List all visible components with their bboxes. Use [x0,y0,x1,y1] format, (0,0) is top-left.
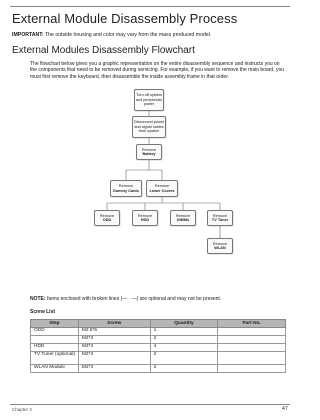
cell-step [31,336,79,344]
cell-step: WLAN Module [31,365,79,373]
cell-quantity: 2 [150,352,218,365]
intro-paragraph: The flowchart below gives you a graphic representation on the entire disassembly sequence and instructs you on the components that need to be removed during servicing. For example, if you want to remove the main board, you must first remove the keyboard, then disassemble the inside assembly frame in that order. [30,61,285,80]
screw-list-title: Screw List [30,309,56,315]
dummy-line-1: Remove [118,184,134,189]
important-text: The outside housing and color may vary from the mass produced model. [43,32,212,38]
header-screw: Screw [78,320,150,328]
optional-items-note [30,296,221,302]
lower-line-2: Lower Covers [149,188,175,193]
page-title: External Module Disassembly Process [12,11,238,26]
note-text: Items enclosed with broken lines (— · —) are optional and may not be present. [45,296,222,302]
turn-off-line-2: and peripherals [135,97,163,102]
cell-screw: M2.5*5 [78,328,150,336]
cell-part-no [218,365,286,373]
cell-quantity: 2 [150,365,218,373]
tvtuner-line-1: Remove [212,213,228,218]
cell-screw: M2*3 [78,336,150,344]
flow-step-remove-wlan [207,238,233,254]
flow-step-remove-odd [94,210,120,226]
disconnect-line-2: and signal cables [134,124,164,129]
table-row [31,336,286,344]
cell-part-no [218,328,286,336]
cell-part-no [218,352,286,365]
table-row [31,328,286,336]
flow-step-remove-hdd [132,210,158,226]
hdd-line-1: Remove [137,213,153,218]
cell-screw: M2*3 [78,352,150,365]
table-row [31,344,286,352]
bottom-rule [10,404,290,405]
note-label: NOTE: [30,296,46,302]
odd-line-1: Remove [99,213,115,218]
turn-off-line-1: Turn off system [136,93,162,98]
turn-off-line-3: power [143,102,155,107]
odd-line-2: ODD [102,218,112,222]
header-part-no: Part No. [218,320,286,328]
disconnect-line-3: from system [138,129,160,134]
cell-quantity: 2 [150,336,218,344]
section-title: External Modules Disassembly Flowchart [12,45,195,56]
flow-step-remove-tv-tuner [207,210,233,226]
flow-step-remove-dummy-cards [110,180,142,197]
battery-line-2: Battery [142,152,156,156]
wlan-line-1: Remove [212,241,228,246]
dimms-line-2: DIMMs [176,218,190,222]
cell-step: ODD [31,328,79,336]
screw-list-table [30,319,286,373]
dimms-line-1: Remove [175,213,191,218]
cell-quantity: 1 [150,328,218,336]
cell-step: HDD [31,344,79,352]
cell-part-no [218,344,286,352]
flow-step-remove-dimms [170,210,196,226]
wlan-line-2: WLAN [214,246,226,250]
tvtuner-line-2: TV Tuner [211,218,229,222]
important-label: IMPORTANT: [12,32,44,38]
header-quantity: Quantity [150,320,218,328]
cell-quantity: 4 [150,344,218,352]
header-step: Step [31,320,79,328]
hdd-line-2: HDD [140,218,150,222]
flow-step-remove-lower-covers [146,180,178,197]
page-number: 47 [281,406,288,412]
dummy-line-2: Dummy Cards [113,188,139,193]
lower-line-1: Remove [154,184,170,189]
disconnect-line-1: Disconnect power [133,120,165,125]
table-row [31,352,286,365]
table-header-row [31,320,286,328]
table-row [31,365,286,373]
cell-step: TV Tuner (optional) [31,352,79,365]
cell-screw: M3*3 [78,344,150,352]
cell-part-no [218,336,286,344]
footer-chapter: Chapter 3 [12,407,32,412]
battery-line-1: Remove [141,147,157,152]
flow-step-disconnect-cables [132,116,166,138]
flow-step-remove-battery [136,144,162,160]
cell-screw: M2*3 [78,365,150,373]
flow-step-turn-off-power [134,89,164,111]
